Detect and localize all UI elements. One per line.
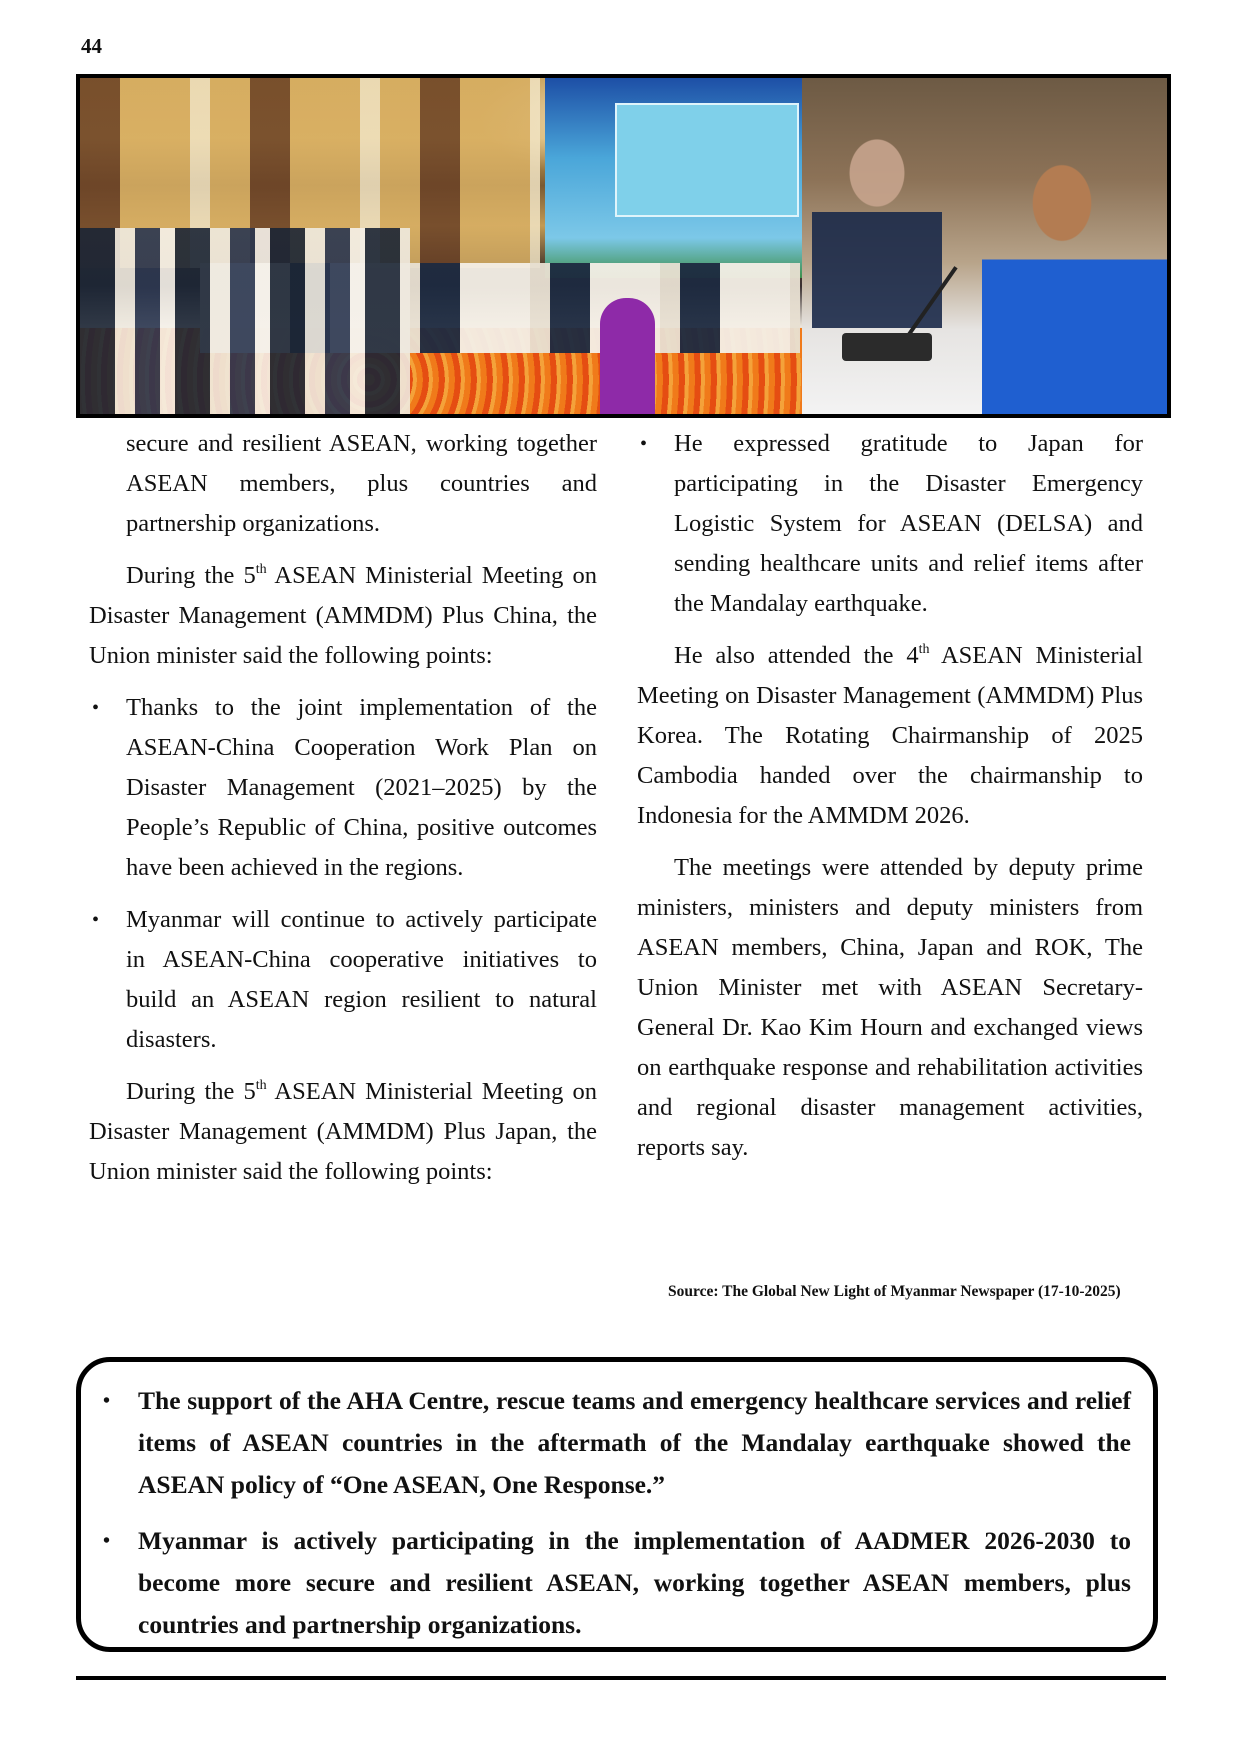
callout-list [81,1362,1153,1646]
union-minister [982,138,1167,414]
list-item: • Myanmar will continue to actively participate in ASEAN-China cooperative initiatives to build an ASEAN region resilient to natural disasters. [89,900,597,1060]
list-item: • Thanks to the joint implementation of the ASEAN-China Cooperation Work Plan on Disaster Management (2021–2025) by the People’s Republic of China, positive outcomes have been achieved in the regions. [89,688,597,888]
callout-item: • Myanmar is actively participating in the implementation of AADMER 2026-2030 to become more secure and resilient ASEAN, working together ASEAN members, plus countries and partnership organizations. [99,1520,1131,1646]
closing-paragraph: The meetings were attended by deputy prime ministers, ministers and deputy ministers from ASEAN members, China, Japan and ROK, The Union Minister met with ASEAN Secretary-General Dr. Kao Kim Hourn and exchanged views on earthquake response and rehabilitation activities and regional disaster management activities, reports say. [637,854,1143,1161]
china-points-list [89,688,597,1060]
microphone-icon [842,333,932,361]
screen-display [615,103,799,217]
right-column [637,424,1143,1180]
page-number: 44 [81,34,102,58]
footer-rule [76,1676,1166,1680]
key-points-callout [76,1357,1158,1652]
bullet-icon: • [103,1530,111,1552]
bullet-icon: • [92,697,100,719]
bullet-icon: • [92,909,100,931]
photo-strip [76,74,1171,418]
callout-item: • The support of the AHA Centre, rescue teams and emergency healthcare services and relief items of ASEAN countries in the aftermath of the Mandalay earthquake showed the ASEAN policy of “One ASEAN, One Response.” [99,1380,1131,1506]
delegates [80,228,410,414]
bullet-icon: • [640,433,648,455]
bullet-icon: • [103,1390,111,1412]
china-intro-paragraph: During the 5th ASEAN Ministerial Meeting on Disaster Management (AMMDM) Plus China, the Union minister said the following points: [89,562,598,669]
left-column [89,424,597,1204]
delegate-background [812,128,942,328]
stage-screen [545,78,802,278]
minister-speaking-photo [802,78,1167,414]
korea-paragraph: He also attended the 4th ASEAN Ministerial Meeting on Disaster Management (AMMDM) Plus Korea. The Rotating Chairmanship of 2025 Cambodia handed over the chairmanship to Indonesia for the AMMDM 2026. [637,642,1143,829]
delegate-purple-dress [600,298,655,414]
source-citation: Source: The Global New Light of Myanmar Newspaper (17-10-2025) [668,1283,1121,1300]
list-item: • He expressed gratitude to Japan for participating in the Disaster Emergency Logistic System for ASEAN (DELSA) and sending healthcare units and relief items after the Mandalay earthquake. [637,424,1143,624]
continuation-paragraph: secure and resilient ASEAN, working together ASEAN members, plus countries and partnership organizations. [126,430,597,537]
japan-intro-paragraph: During the 5th ASEAN Ministerial Meeting on Disaster Management (AMMDM) Plus Japan, the Union minister said the following points: [89,1078,598,1185]
japan-points-list [637,424,1143,624]
meeting-hall-photo [80,78,802,414]
